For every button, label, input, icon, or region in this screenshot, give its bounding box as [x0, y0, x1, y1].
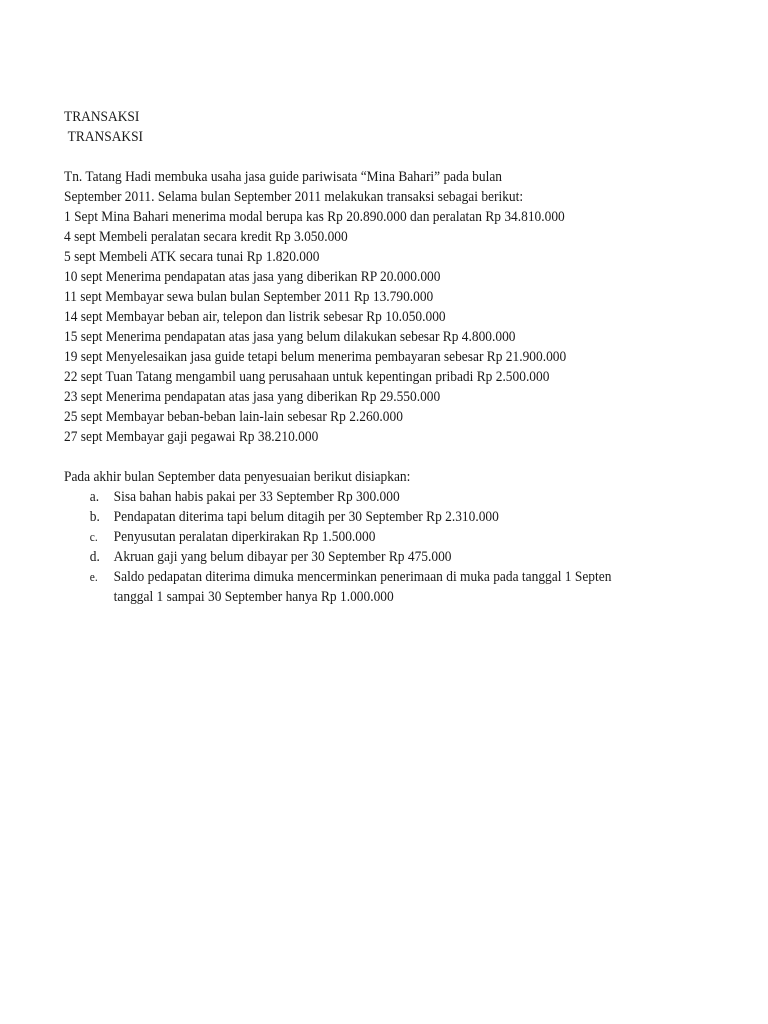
document-title: TRANSAKSI [64, 109, 140, 125]
adjustment-text: Penyusutan peralatan diperkirakan Rp 1.500.000 [113, 529, 376, 545]
adjustment-item [64, 507, 712, 527]
transaction-list [64, 207, 712, 447]
adjustment-item [64, 567, 712, 587]
adjustment-continuation-text: tanggal 1 sampai 30 September hanya Rp 1.000.000 [113, 589, 394, 605]
spacer [64, 447, 712, 467]
transaction-item: 27 sept Membayar gaji pegawai Rp 38.210.000 [64, 429, 319, 445]
adjustment-list [64, 487, 712, 607]
adjustment-item [64, 527, 712, 547]
transaction-item: 23 sept Menerima pendapatan atas jasa yang diberikan Rp 29.550.000 [64, 389, 441, 405]
list-marker: e. [89, 570, 98, 584]
adjustment-text: Sisa bahan habis pakai per 33 September Rp 300.000 [113, 489, 400, 505]
list-marker: d. [89, 549, 100, 565]
transaction-item: 4 sept Membeli peralatan secara kredit Rp 3.050.000 [64, 229, 348, 245]
document-subtitle: TRANSAKSI [67, 129, 144, 145]
list-marker: c. [89, 530, 98, 544]
transaction-item: 5 sept Membeli ATK secara tunai Rp 1.820.000 [64, 249, 320, 265]
transaction-item: 14 sept Membayar beban air, telepon dan listrik sebesar Rp 10.050.000 [64, 309, 446, 325]
transaction-item: 25 sept Membayar beban-beban lain-lain sebesar Rp 2.260.000 [64, 409, 403, 425]
document-body [64, 107, 712, 607]
adjustments-intro: Pada akhir bulan September data penyesuaian berikut disiapkan: [64, 469, 411, 485]
adjustment-text: Pendapatan diterima tapi belum ditagih per 30 September Rp 2.310.000 [113, 509, 499, 525]
adjustment-item [64, 487, 712, 507]
transaction-item: 15 sept Menerima pendapatan atas jasa yang belum dilakukan sebesar Rp 4.800.000 [64, 329, 516, 345]
adjustment-item [64, 547, 712, 567]
adjustment-continuation [64, 587, 712, 607]
transaction-item: 19 sept Menyelesaikan jasa guide tetapi belum menerima pembayaran sebesar Rp 21.900.000 [64, 349, 567, 365]
list-marker: a. [89, 489, 100, 505]
adjustment-text: Akruan gaji yang belum dibayar per 30 September Rp 475.000 [113, 549, 452, 565]
transaction-item: 10 sept Menerima pendapatan atas jasa yang diberikan RP 20.000.000 [64, 269, 441, 285]
intro-line: September 2011. Selama bulan September 2011 melakukan transaksi sebagai berikut: [64, 189, 524, 205]
transaction-item: 11 sept Membayar sewa bulan bulan September 2011 Rp 13.790.000 [64, 289, 434, 305]
list-marker: b. [89, 509, 100, 525]
transaction-item: 22 sept Tuan Tatang mengambil uang perusahaan untuk kepentingan pribadi Rp 2.500.000 [64, 369, 550, 385]
intro-line: Tn. Tatang Hadi membuka usaha jasa guide pariwisata “Mina Bahari” pada bulan [64, 169, 503, 185]
transaction-item: 1 Sept Mina Bahari menerima modal berupa kas Rp 20.890.000 dan peralatan Rp 34.810.000 [64, 209, 565, 225]
spacer [64, 147, 712, 167]
adjustment-text: Saldo pedapatan diterima dimuka mencerminkan penerimaan di muka pada tanggal 1 Septen [113, 569, 612, 585]
